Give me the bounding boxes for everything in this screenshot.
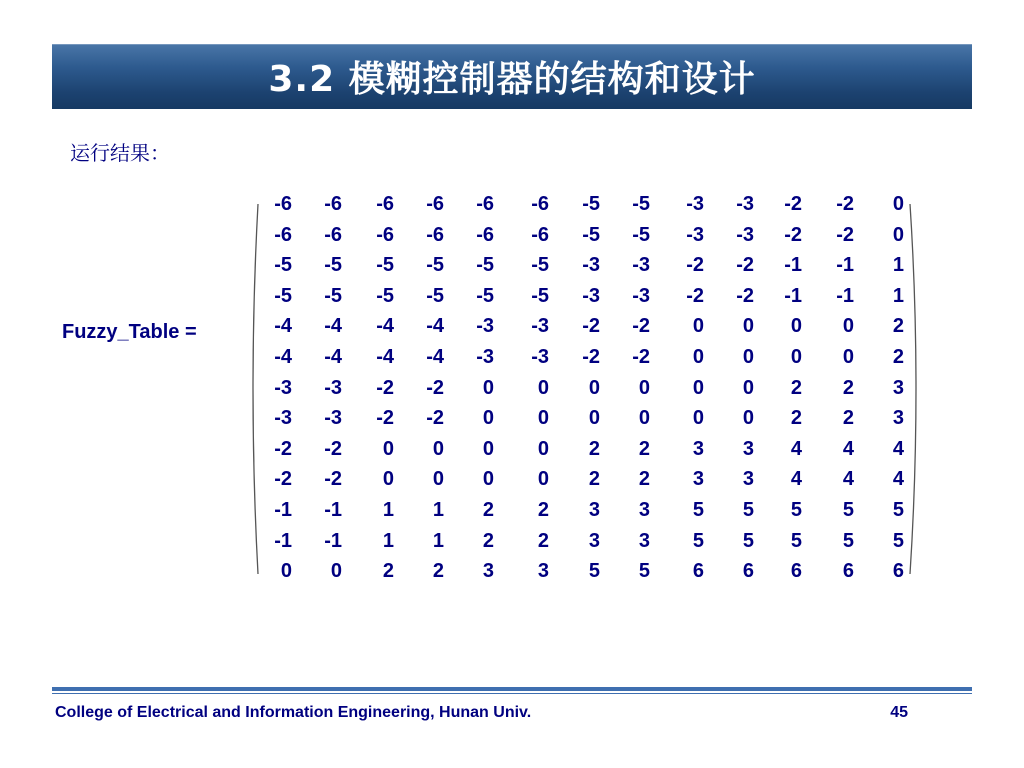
right-bracket — [910, 204, 916, 574]
matrix-cell: -5 — [426, 254, 444, 276]
matrix-cell: 5 — [692, 530, 704, 552]
matrix-cell: 3 — [892, 377, 904, 399]
matrix-cell: -3 — [736, 193, 754, 215]
matrix-cell: -1 — [784, 285, 802, 307]
matrix-cell: 3 — [742, 468, 754, 490]
matrix-cell: -3 — [582, 254, 600, 276]
matrix-cell: -3 — [274, 377, 292, 399]
matrix-cell: -1 — [784, 254, 802, 276]
matrix-cell: 0 — [892, 193, 904, 215]
matrix-cell: -2 — [274, 468, 292, 490]
matrix-cell: -5 — [531, 285, 549, 307]
matrix-cell: 0 — [537, 468, 549, 490]
matrix-cell: 0 — [790, 315, 802, 337]
matrix-cell: -2 — [426, 377, 444, 399]
matrix-cell: -2 — [836, 193, 854, 215]
matrix-cell: 2 — [842, 407, 854, 429]
matrix-cell: 0 — [742, 407, 754, 429]
matrix-cell: -2 — [686, 285, 704, 307]
matrix-cell: -2 — [784, 193, 802, 215]
matrix-cell: -6 — [376, 193, 394, 215]
matrix-cell: 0 — [842, 346, 854, 368]
matrix-cell: 0 — [482, 438, 494, 460]
matrix-cell: -6 — [274, 193, 292, 215]
footer-institution: College of Electrical and Information Engineering, Hunan Univ. — [55, 704, 532, 721]
matrix-cell: 3 — [638, 499, 650, 521]
matrix-cell: 5 — [742, 499, 754, 521]
matrix-cell: 1 — [382, 530, 394, 552]
matrix-cell: 0 — [537, 438, 549, 460]
matrix-cell: 6 — [892, 560, 904, 582]
matrix-cell: -5 — [531, 254, 549, 276]
matrix-cell: 0 — [742, 377, 754, 399]
matrix-cell: 4 — [790, 438, 802, 460]
matrix-cell: -2 — [632, 315, 650, 337]
matrix-cell: 5 — [790, 499, 802, 521]
matrix-cell: -2 — [376, 407, 394, 429]
matrix-cell: 2 — [790, 407, 802, 429]
matrix-cell: 2 — [842, 377, 854, 399]
matrix-cell: 2 — [892, 315, 904, 337]
matrix-cell: 0 — [692, 315, 704, 337]
matrix-cell: -1 — [274, 530, 292, 552]
matrix-cell: 1 — [432, 499, 444, 521]
matrix-cell: -2 — [632, 346, 650, 368]
slide-title-bar — [52, 44, 972, 109]
matrix-cell: 4 — [892, 468, 904, 490]
matrix-cell: -6 — [476, 193, 494, 215]
matrix-cell: 0 — [588, 407, 600, 429]
matrix-cell: 0 — [537, 407, 549, 429]
matrix-cell: -3 — [736, 224, 754, 246]
matrix-cell: 4 — [790, 468, 802, 490]
matrix-cell: 3 — [692, 468, 704, 490]
matrix-cell: -5 — [476, 254, 494, 276]
matrix-cell: -3 — [274, 407, 292, 429]
matrix-cell: -6 — [324, 193, 342, 215]
matrix-cell: 1 — [432, 530, 444, 552]
matrix-cell: 5 — [892, 530, 904, 552]
matrix-cell: 2 — [790, 377, 802, 399]
matrix-cell: 4 — [892, 438, 904, 460]
matrix-cell: -5 — [324, 254, 342, 276]
matrix-cell: 0 — [842, 315, 854, 337]
matrix-cell: 0 — [742, 346, 754, 368]
matrix-cell: 6 — [742, 560, 754, 582]
matrix-cell: 5 — [742, 530, 754, 552]
matrix-cell: 6 — [692, 560, 704, 582]
matrix-cell: 3 — [482, 560, 494, 582]
matrix-cell: -4 — [426, 346, 444, 368]
matrix-cell: 5 — [692, 499, 704, 521]
matrix-cell: -3 — [686, 224, 704, 246]
matrix-cell: -5 — [274, 285, 292, 307]
matrix-cell: -5 — [582, 224, 600, 246]
matrix-cell: 0 — [482, 377, 494, 399]
matrix-cell: -2 — [274, 438, 292, 460]
matrix-cell: -3 — [632, 285, 650, 307]
matrix-cell: -3 — [476, 346, 494, 368]
matrix-cell: -5 — [274, 254, 292, 276]
matrix-cell: 2 — [588, 468, 600, 490]
matrix-cell: 3 — [742, 438, 754, 460]
matrix-cell: -2 — [324, 468, 342, 490]
matrix-cell: -2 — [582, 346, 600, 368]
matrix-cell: -2 — [582, 315, 600, 337]
matrix-cell: 0 — [330, 560, 342, 582]
matrix-cell: -1 — [836, 285, 854, 307]
matrix-cell: -4 — [274, 346, 292, 368]
matrix-cell: -6 — [531, 193, 549, 215]
matrix-cell: 0 — [588, 377, 600, 399]
matrix-cell: 2 — [588, 438, 600, 460]
matrix-cell: 0 — [482, 407, 494, 429]
matrix-cell: -2 — [736, 285, 754, 307]
matrix-cell: 6 — [842, 560, 854, 582]
matrix-cell: -6 — [376, 224, 394, 246]
matrix-cell: -6 — [476, 224, 494, 246]
matrix-cell: -3 — [531, 346, 549, 368]
matrix-cell: -6 — [324, 224, 342, 246]
matrix-cell: -4 — [426, 315, 444, 337]
matrix-cell: 3 — [588, 499, 600, 521]
matrix-cell: 5 — [842, 499, 854, 521]
matrix-cell: 2 — [432, 560, 444, 582]
matrix-cell: 0 — [892, 224, 904, 246]
matrix-cell: -1 — [324, 499, 342, 521]
matrix-cell: -3 — [324, 377, 342, 399]
matrix-cell: -4 — [324, 346, 342, 368]
matrix-cell: 1 — [892, 254, 904, 276]
matrix-cell: 5 — [842, 530, 854, 552]
matrix-cell: -2 — [426, 407, 444, 429]
matrix-cell: 0 — [432, 438, 444, 460]
matrix-cell: -2 — [686, 254, 704, 276]
matrix-cell: -5 — [476, 285, 494, 307]
footer-rule — [52, 687, 972, 694]
matrix-cell: 2 — [638, 468, 650, 490]
result-heading: 运行结果： — [70, 141, 170, 165]
matrix-cell: -3 — [686, 193, 704, 215]
matrix-cell: -2 — [736, 254, 754, 276]
matrix-cell: -3 — [476, 315, 494, 337]
matrix-cell: 6 — [790, 560, 802, 582]
matrix-cell: -5 — [632, 224, 650, 246]
fuzzy-table-matrix — [244, 192, 926, 584]
matrix-cell: -5 — [376, 254, 394, 276]
matrix-cell: -6 — [426, 193, 444, 215]
matrix-cell: 0 — [432, 468, 444, 490]
matrix-cell: -4 — [376, 346, 394, 368]
matrix-cell: -2 — [836, 224, 854, 246]
matrix-cell: -5 — [582, 193, 600, 215]
matrix-cell: 2 — [482, 530, 494, 552]
matrix-cell: 5 — [892, 499, 904, 521]
matrix-cell: 3 — [588, 530, 600, 552]
matrix-cell: 2 — [537, 499, 549, 521]
matrix-label: Fuzzy_Table = — [62, 321, 197, 343]
matrix-cell: 5 — [790, 530, 802, 552]
matrix-cell: 5 — [638, 560, 650, 582]
matrix-cell: 0 — [692, 407, 704, 429]
matrix-cell: -6 — [274, 224, 292, 246]
slide-title: 3.2 模糊控制器的结构和设计 — [268, 59, 756, 100]
matrix-cell: -1 — [324, 530, 342, 552]
matrix-cell: 2 — [638, 438, 650, 460]
matrix-cell: 0 — [790, 346, 802, 368]
matrix-cell: -3 — [531, 315, 549, 337]
matrix-cell: -2 — [784, 224, 802, 246]
matrix-cell: -5 — [426, 285, 444, 307]
matrix-cell: 0 — [537, 377, 549, 399]
matrix-cell: -5 — [324, 285, 342, 307]
matrix-cell: 0 — [638, 377, 650, 399]
matrix-cell: -1 — [836, 254, 854, 276]
matrix-cell: 0 — [382, 468, 394, 490]
matrix-cell: -3 — [582, 285, 600, 307]
matrix-cell: 0 — [742, 315, 754, 337]
matrix-cell: -4 — [274, 315, 292, 337]
matrix-cell: 2 — [537, 530, 549, 552]
matrix-cell: 0 — [382, 438, 394, 460]
matrix-cell: 4 — [842, 468, 854, 490]
matrix-cell: 1 — [892, 285, 904, 307]
matrix-cell: -2 — [324, 438, 342, 460]
matrix-cell: -6 — [426, 224, 444, 246]
matrix-cell: 1 — [382, 499, 394, 521]
matrix-cell: 5 — [588, 560, 600, 582]
matrix-cell: -5 — [632, 193, 650, 215]
matrix-cell: -6 — [531, 224, 549, 246]
matrix-cell: -3 — [324, 407, 342, 429]
matrix-cell: 3 — [892, 407, 904, 429]
matrix-cell: 3 — [537, 560, 549, 582]
matrix-cell: -4 — [376, 315, 394, 337]
matrix-cell: 0 — [692, 377, 704, 399]
matrix-cell: 0 — [482, 468, 494, 490]
matrix-cell: 0 — [638, 407, 650, 429]
matrix-cell: 0 — [280, 560, 292, 582]
matrix-cell: -1 — [274, 499, 292, 521]
matrix-cell: -2 — [376, 377, 394, 399]
matrix-cell: 0 — [692, 346, 704, 368]
page-number: 45 — [890, 704, 908, 721]
matrix-cell: 3 — [692, 438, 704, 460]
matrix-cell: 2 — [482, 499, 494, 521]
matrix-cell: 4 — [842, 438, 854, 460]
matrix-cell: 3 — [638, 530, 650, 552]
matrix-cell: -3 — [632, 254, 650, 276]
matrix-cell: -4 — [324, 315, 342, 337]
matrix-cell: -5 — [376, 285, 394, 307]
matrix-cell: 2 — [382, 560, 394, 582]
matrix-cell: 2 — [892, 346, 904, 368]
